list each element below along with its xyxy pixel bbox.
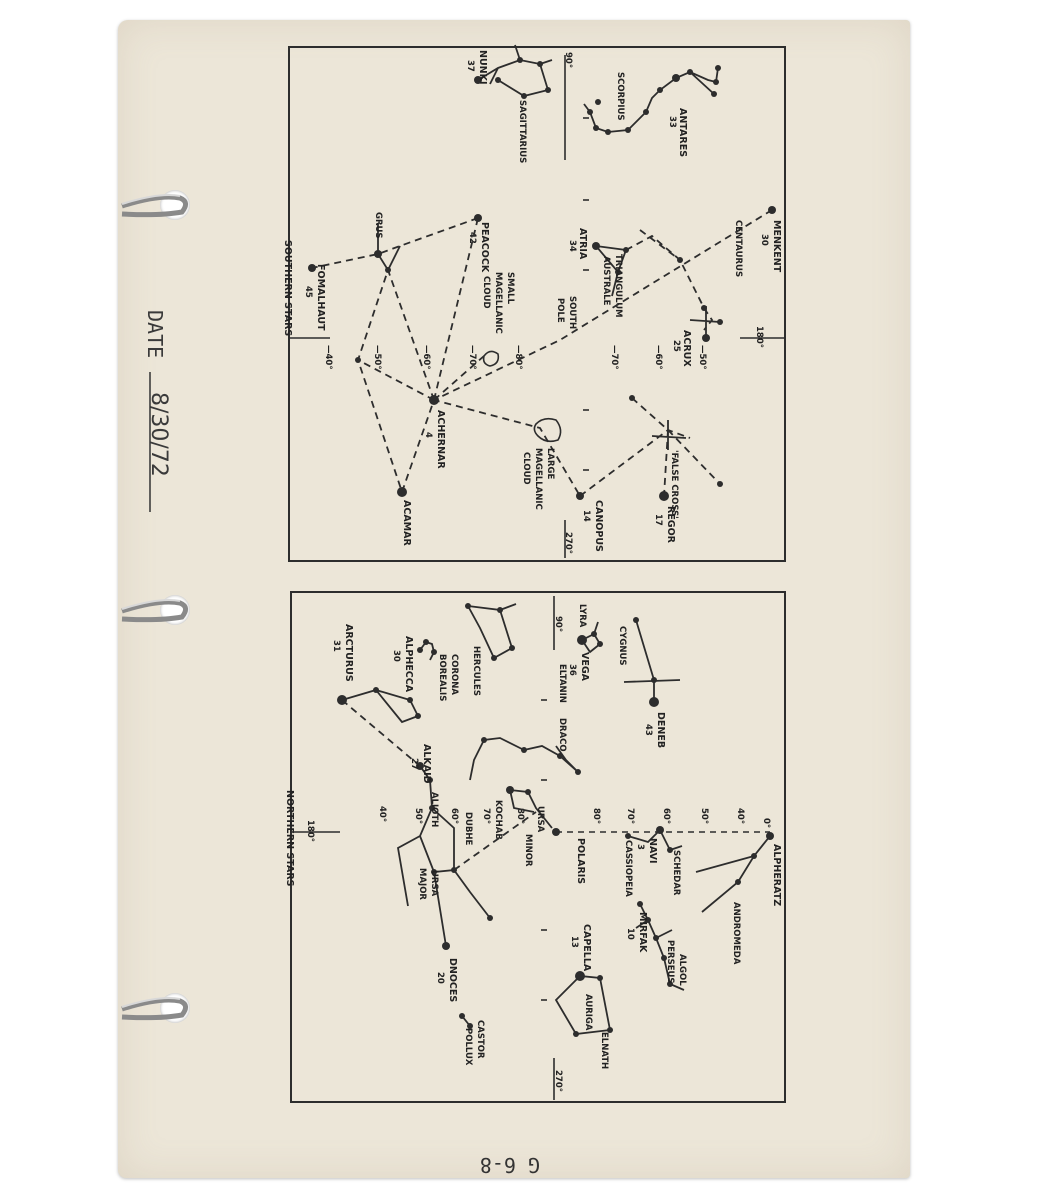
svg-text:60°: 60° [449, 808, 459, 825]
svg-text:—80°: —80° [513, 345, 523, 370]
svg-text:SCHEDAR: SCHEDAR [671, 850, 681, 896]
svg-text:—50°: —50° [372, 345, 382, 370]
svg-text:180°: 180° [305, 820, 315, 842]
star-label-acrux: ACRUX [681, 330, 692, 367]
svg-text:0°: 0° [761, 818, 771, 829]
svg-text:ALIOTH: ALIOTH [429, 792, 439, 828]
svg-text:SOUTH: SOUTH [567, 296, 577, 330]
svg-text:TRIANGULUM: TRIANGULUM [613, 254, 623, 318]
svg-text:4: 4 [423, 432, 433, 438]
star-label-alphecca: ALPHECCA [403, 636, 414, 693]
svg-text:DUBHE: DUBHE [463, 812, 473, 846]
star-label-regor: REGOR [665, 506, 676, 543]
svg-text:MAJOR: MAJOR [417, 868, 427, 900]
svg-text:DRACO: DRACO [557, 718, 567, 752]
svg-text:ANDROMEDA: ANDROMEDA [731, 902, 741, 965]
southern-stars-chart [282, 45, 785, 561]
svg-text:MAGELLANIC: MAGELLANIC [533, 448, 543, 510]
svg-text:ELTANIN: ELTANIN [557, 664, 567, 703]
svg-text:270°: 270° [563, 532, 573, 554]
svg-text:BOREALIS: BOREALIS [437, 654, 447, 702]
svg-text:13: 13 [569, 936, 579, 948]
star-label-atria: ATRIA [577, 228, 588, 260]
svg-text:31: 31 [331, 640, 341, 652]
svg-text:KOCHAB: KOCHAB [493, 800, 503, 840]
star-label-polaris: POLARIS [575, 838, 586, 885]
svg-text:40°: 40° [735, 808, 745, 825]
svg-text:270°: 270° [553, 1070, 563, 1092]
svg-text:—70°: —70° [609, 345, 619, 370]
svg-text:AURIGA: AURIGA [583, 994, 593, 1031]
star-label-menkent: MENKENT [771, 220, 782, 273]
svg-text:URSA: URSA [429, 870, 439, 897]
svg-text:14: 14 [581, 510, 591, 522]
svg-text:ALGOL: ALGOL [677, 954, 687, 986]
star-label-peacock: PEACOCK [479, 222, 490, 273]
svg-text:CENTAURUS: CENTAURUS [733, 220, 743, 278]
svg-text:70°: 70° [481, 808, 491, 825]
svg-text:URSA: URSA [535, 806, 545, 833]
date-value: 8/30/72 [146, 392, 171, 477]
svg-text:CORONA: CORONA [449, 654, 459, 695]
svg-text:36: 36 [567, 664, 577, 676]
svg-text:POLLUX: POLLUX [463, 1028, 473, 1066]
star-label-acamar: ACAMAR [401, 500, 412, 546]
star-label-fomalhaut: FOMALHAUT [315, 264, 326, 331]
svg-text:3: 3 [635, 844, 645, 850]
svg-text:80°: 80° [591, 808, 601, 825]
svg-text:PERSEUS: PERSEUS [665, 940, 675, 984]
svg-text:45: 45 [303, 286, 313, 298]
svg-text:90°: 90° [553, 616, 563, 633]
svg-text:33: 33 [667, 116, 677, 128]
svg-text:17: 17 [653, 514, 663, 526]
northern-chart-title: NORTHERN STARS [284, 790, 295, 887]
svg-text:50°: 50° [413, 808, 423, 825]
svg-text:LARGE: LARGE [545, 448, 555, 480]
svg-text:SCORPIUS: SCORPIUS [615, 72, 625, 121]
date-label: DATE [143, 310, 167, 359]
northern-stars-chart [284, 592, 785, 1102]
svg-text:80°: 80° [515, 808, 525, 825]
svg-text:SMALL: SMALL [505, 272, 515, 304]
star-label-canopus: CANOPUS [593, 500, 604, 552]
svg-text:SAGITTARIUS: SAGITTARIUS [517, 100, 527, 164]
svg-text:40°: 40° [377, 806, 387, 823]
svg-text:25: 25 [671, 340, 681, 352]
page-number: G 6-8 [479, 1153, 540, 1177]
svg-text:—60°: —60° [653, 345, 663, 370]
svg-text:CASTOR: CASTOR [475, 1020, 485, 1059]
southern-chart-title: SOUTHERN STARS [282, 240, 293, 337]
svg-text:HERCULES: HERCULES [471, 646, 481, 696]
star-label-nunki: NUNKI [477, 50, 488, 85]
svg-text:37: 37 [465, 60, 475, 72]
svg-text:CYGNUS: CYGNUS [617, 626, 627, 666]
svg-text:42: 42 [467, 232, 477, 244]
svg-text:90°: 90° [563, 52, 573, 69]
star-label-dnoces: DNOCES [447, 958, 458, 1003]
svg-text:'FALSE CROSS': 'FALSE CROSS' [669, 450, 679, 519]
svg-text:—60°: —60° [421, 345, 431, 370]
svg-text:34: 34 [567, 240, 577, 252]
svg-text:60°: 60° [661, 808, 671, 825]
star-label-arcturus: ARCTURUS [343, 624, 354, 682]
svg-text:MINOR: MINOR [523, 834, 533, 867]
svg-text:AUSTRALE: AUSTRALE [601, 256, 611, 306]
svg-text:180°: 180° [754, 326, 764, 348]
star-label-achernar: ACHERNAR [435, 410, 446, 469]
svg-text:30: 30 [759, 234, 769, 246]
svg-text:43: 43 [643, 724, 653, 736]
star-label-navi: NAVI [647, 838, 658, 864]
svg-text:27: 27 [409, 758, 419, 770]
svg-text:10: 10 [625, 928, 635, 940]
svg-text:LYRA: LYRA [577, 604, 587, 628]
star-label-mirfak: MIRFAK [637, 912, 648, 953]
svg-text:—40°: —40° [323, 345, 333, 370]
svg-text:—50°: —50° [697, 345, 707, 370]
svg-text:—70°: —70° [467, 345, 477, 370]
star-label-deneb: DENEB [655, 712, 666, 749]
star-label-capella: CAPELLA [581, 924, 592, 972]
svg-text:CLOUD: CLOUD [521, 452, 531, 485]
svg-text:GRUS: GRUS [373, 212, 383, 239]
svg-text:50°: 50° [699, 808, 709, 825]
svg-text:30: 30 [391, 650, 401, 662]
star-label-alpheratz: ALPHERATZ [771, 844, 782, 907]
star-label-alkaid: ALKAID [421, 744, 432, 784]
svg-text:POLE: POLE [555, 298, 565, 323]
star-label-vega: VEGA [579, 652, 590, 681]
star-label-antares: ANTARES [677, 108, 688, 158]
svg-text:CASSIOPEIA: CASSIOPEIA [623, 840, 633, 897]
svg-text:20: 20 [435, 972, 445, 984]
svg-text:CLOUD: CLOUD [481, 276, 491, 309]
svg-text:ELNATH: ELNATH [599, 1032, 609, 1070]
svg-text:MAGELLANIC: MAGELLANIC [493, 272, 503, 334]
svg-text:70°: 70° [625, 808, 635, 825]
